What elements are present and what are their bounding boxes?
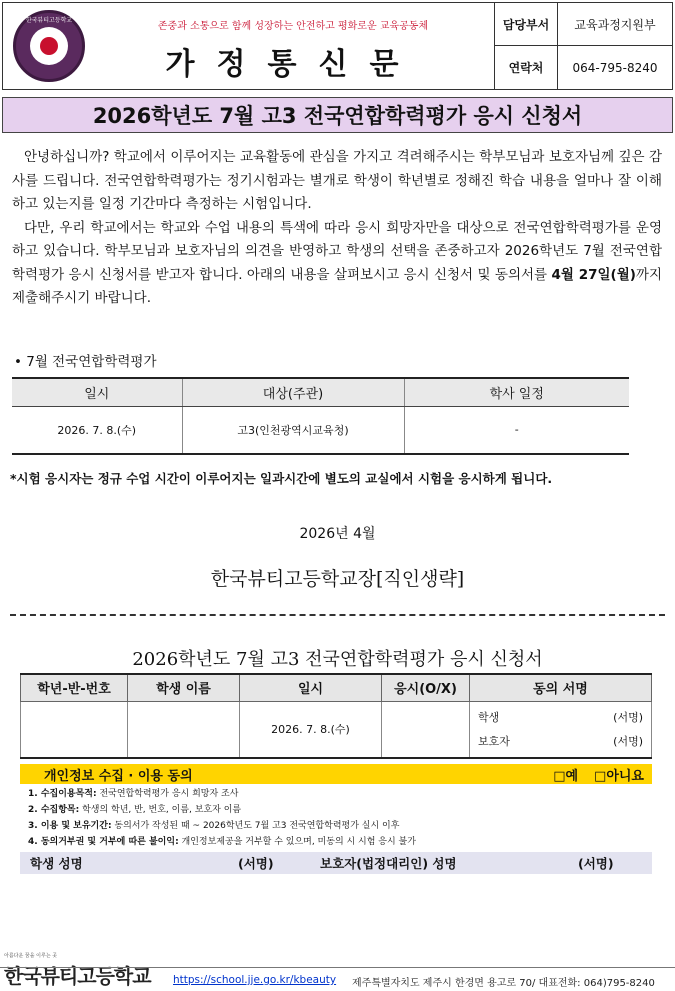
- table-row: [21, 701, 652, 758]
- form-header-date: 일시: [240, 674, 382, 701]
- contact-value: 064-795-8240: [572, 60, 658, 75]
- consent-signature-cell: [470, 701, 652, 758]
- school-slogan: 존중과 소통으로 함께 성장하는 안전하고 평화로운 교육공동체: [157, 21, 429, 32]
- guardian-sign-name-field[interactable]: (서명): [578, 856, 614, 871]
- consent-no-checkbox[interactable]: □아니요: [594, 768, 644, 784]
- newsletter-header: [2, 2, 673, 90]
- schedule-heading: • 7월 전국연합학력평가: [14, 354, 157, 370]
- document-title: 2026학년도 7월 고3 전국연합학력평가 응시 신청서: [2, 97, 673, 133]
- form-header-name: 학생 이름: [128, 674, 240, 701]
- guardian-sign-field[interactable]: (서명): [613, 735, 643, 749]
- student-sign-name-label: 학생 성명: [30, 856, 83, 871]
- dept-value: 교육과정지원부: [558, 3, 672, 46]
- consent-list: [28, 786, 648, 850]
- guardian-sign-label: 보호자: [478, 735, 510, 749]
- schedule-header-date: 일시: [12, 378, 182, 406]
- schedule-table: [12, 377, 629, 455]
- footer-school-name: 한국뷰티고등학교: [4, 964, 151, 988]
- principal-name: 한국뷰티고등학교장[직인생략]: [210, 568, 465, 590]
- newsletter-title: 가정통신문: [165, 47, 421, 82]
- schedule-academic: -: [404, 406, 629, 454]
- signature-bar: [20, 852, 652, 874]
- student-sign-field[interactable]: (서명): [613, 711, 643, 725]
- form-title: 2026학년도 7월 고3 전국연합학력평가 응시 신청서: [132, 649, 543, 670]
- application-table: [20, 673, 652, 759]
- intro-text: [12, 146, 662, 311]
- school-website-link[interactable]: https://school.jje.go.kr/kbeauty: [173, 974, 337, 986]
- form-header-attend: 응시(O/X): [382, 674, 470, 701]
- schedule-header-target: 대상(주관): [182, 378, 404, 406]
- header-brand: [3, 3, 495, 89]
- student-name-field[interactable]: [128, 701, 240, 758]
- form-header-class: 학년-반-번호: [21, 674, 128, 701]
- consent-title: 개인정보 수집 · 이용 동의: [44, 768, 193, 784]
- footer-address: 제주특별자치도 제주시 한경면 용고로 70/ 대표전화: 064)795-8240: [352, 978, 655, 989]
- student-sign-label: 학생: [478, 711, 500, 725]
- deadline: 4월 27일(월): [551, 266, 636, 283]
- list-item: 4. 동의거부권 및 거부에 따른 불이익: 개인정보제공을 거부할 수 있으며, 미동의 시 시험 응시 불가: [28, 837, 416, 847]
- consent-bar: [20, 764, 652, 784]
- contact-label: 연락처: [495, 46, 558, 89]
- guardian-sign-name-label: 보호자(법정대리인) 성명: [320, 856, 457, 871]
- school-logo: [13, 10, 85, 82]
- table-row: [12, 406, 629, 454]
- consent-yes-checkbox[interactable]: □예: [553, 768, 579, 784]
- logo-text: 한국뷰티고등학교: [25, 17, 73, 24]
- header-info-table: [495, 3, 672, 89]
- exam-note: *시험 응시자는 정규 수업 시간이 이루어지는 일과시간에 별도의 교실에서 시험을 응시하게 됩니다.: [10, 471, 553, 486]
- schedule-target: 고3(인천광역시교육청): [182, 406, 404, 454]
- issue-date: 2026년 4월: [299, 526, 376, 542]
- schedule-header-academic: 학사 일정: [404, 378, 629, 406]
- form-header-sign: 동의 서명: [470, 674, 652, 701]
- footer-divider: [0, 967, 675, 968]
- attend-field[interactable]: [382, 701, 470, 758]
- form-date: 2026. 7. 8.(수): [240, 701, 382, 758]
- dept-label: 담당부서: [495, 3, 558, 46]
- schedule-date: 2026. 7. 8.(수): [12, 406, 182, 454]
- student-sign-name-field[interactable]: (서명): [238, 856, 274, 871]
- intro-paragraph-2: 다만, 우리 학교에서는 학교와 수업 내용의 특색에 따라 응시 희망자만을 대상으로 전국연합학력평가를 운영하고 있습니다. 학부모님과 보호자님의 의견을 반영하고 학생의 선택을 존중하고자 2026학년도 7월 전국연합학력평가 응시 신청서를 받고자 합니다. 아래의 내용을 살펴보시고 응시 신청서 및 동의서를 4월 27일(월)까지 제출해주시기 바랍니다.: [12, 219, 663, 306]
- footer-tagline: 아름다운 꿈을 이루는 곳: [4, 953, 58, 959]
- list-item: 1. 수집이용목적: 전국연합학력평가 응시 희망자 조사: [28, 789, 239, 799]
- list-item: 3. 이용 및 보유기간: 동의서가 작성된 때 ~ 2026학년도 7월 고3 전국연합학력평가 실시 이후: [28, 821, 400, 831]
- list-item: 2. 수집항목: 학생의 학년, 반, 번호, 이름, 보호자 이름: [28, 805, 242, 815]
- intro-paragraph-1: 안녕하십니까? 학교에서 이루어지는 교육활동에 관심을 가지고 격려해주시는 학부모님과 보호자님께 깊은 감사를 드립니다. 전국연합학력평가는 정기시험과는 별개로 학생이 학년별로 정해진 학습 내용을 얼마나 잘 이해하고 있는지를 일정 기간마다 측정하는 시험입니다.: [12, 149, 662, 212]
- class-number-field[interactable]: [21, 701, 128, 758]
- cut-line: [10, 614, 665, 616]
